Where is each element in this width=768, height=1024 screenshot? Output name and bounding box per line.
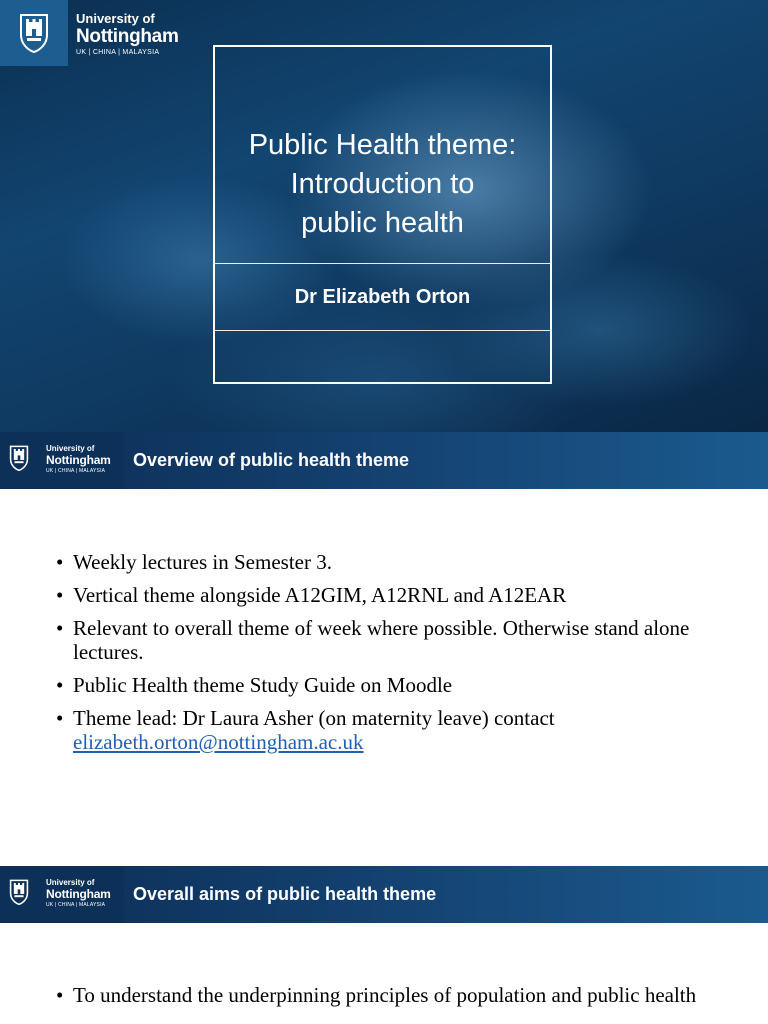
logo-line-1: University of (76, 11, 155, 26)
banner-logo-line-3: UK | CHINA | MALAYSIA (46, 468, 106, 474)
bullet-dot: • (56, 983, 64, 1007)
author-section (215, 264, 550, 331)
castle-shield-icon (8, 878, 30, 906)
slide-header-banner (0, 866, 768, 923)
logo-line-2: Nottingham (76, 26, 179, 47)
list-item (56, 673, 716, 697)
list-item (56, 550, 716, 574)
banner-logo (0, 432, 124, 489)
slide-header-banner (0, 432, 768, 489)
castle-shield-icon (17, 12, 51, 54)
presentation-title: Public Health theme: Introduction to public health (248, 129, 517, 239)
title-frame (213, 45, 552, 384)
bullet-text: Theme lead: Dr Laura Asher (on maternity leave) contact (73, 706, 555, 730)
castle-shield-icon (8, 444, 30, 472)
bullet-list (56, 983, 716, 1016)
email-link[interactable]: elizabeth.orton@nottingham.ac.uk (73, 730, 364, 754)
university-logo-block (0, 0, 68, 66)
list-item (56, 706, 716, 754)
banner-logo-line-2: Nottingham (46, 887, 111, 901)
bullet-text: To understand the underpinning principles of population and public health (73, 983, 697, 1007)
banner-logo (0, 866, 124, 923)
presentation-author: Dr Elizabeth Orton (294, 285, 471, 308)
banner-logo-line-1: University of (46, 444, 95, 453)
bullet-text: Vertical theme alongside A12GIM, A12RNL and A12EAR (73, 583, 567, 607)
slide-heading: Overall aims of public health theme (133, 884, 437, 904)
title-slide (0, 0, 768, 432)
bullet-text: Weekly lectures in Semester 3. (73, 550, 332, 574)
slide-heading: Overview of public health theme (133, 450, 410, 470)
title-section (215, 47, 550, 264)
list-item (56, 616, 716, 664)
banner-logo-line-2: Nottingham (46, 453, 111, 467)
bullet-dot: • (56, 583, 64, 607)
logo-line-3: UK | CHINA | MALAYSIA (76, 49, 160, 56)
banner-logo-line-3: UK | CHINA | MALAYSIA (46, 902, 106, 908)
bullet-dot: • (56, 616, 64, 640)
banner-logo-line-1: University of (46, 878, 95, 887)
university-logo-text (76, 12, 179, 58)
overview-slide (0, 432, 768, 866)
bullet-list (56, 550, 716, 763)
bullet-dot: • (56, 550, 64, 574)
list-item (56, 983, 716, 1007)
bullet-dot: • (56, 673, 64, 697)
list-item (56, 583, 716, 607)
bullet-text: Relevant to overall theme of week where possible. Otherwise stand alone lectures. (73, 616, 690, 664)
bullet-dot: • (56, 706, 64, 730)
bullet-text: Public Health theme Study Guide on Moodle (73, 673, 453, 697)
aims-slide (0, 866, 768, 1024)
